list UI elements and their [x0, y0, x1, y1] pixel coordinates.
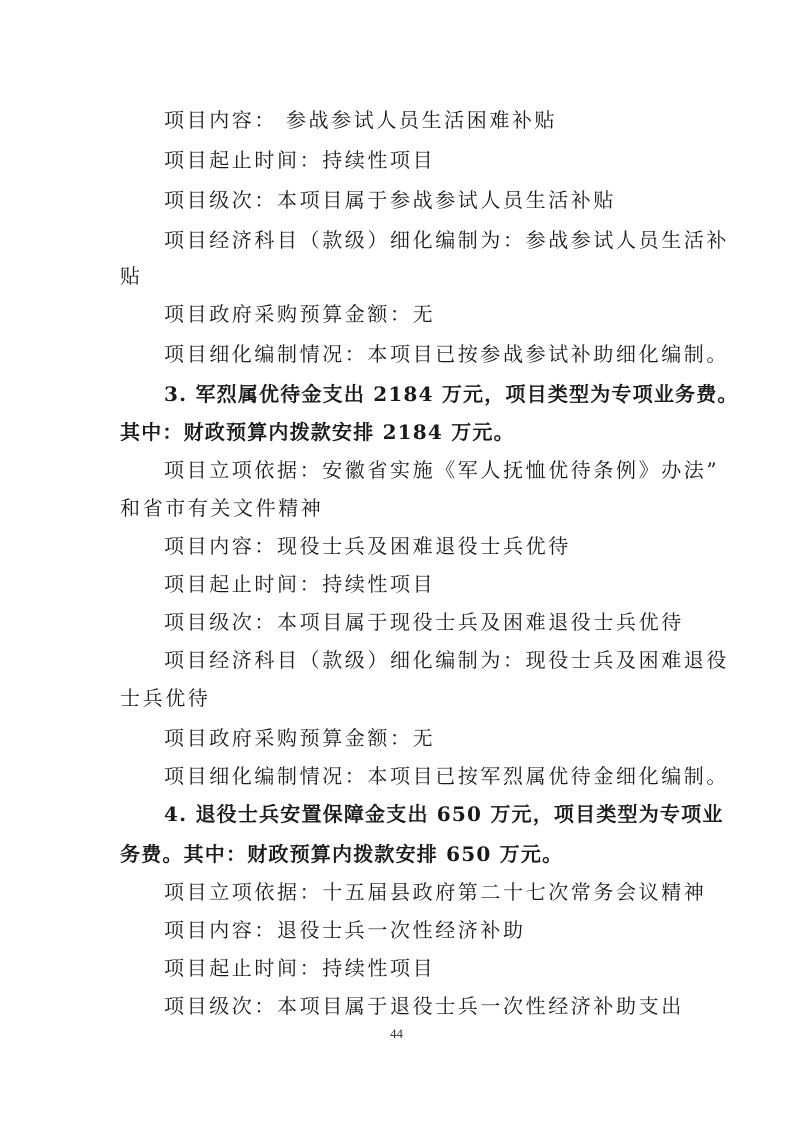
text-line-basis-2: 项目立项依据：安徽省实施《军人抚恤优待条例》办法”	[164, 458, 720, 482]
text-line-economic-subject-1-cont: 贴	[120, 264, 143, 288]
text-line-compilation-1: 项目细化编制情况：本项目已按参战参试补助细化编制。	[164, 342, 729, 366]
text-line-project-level-2: 项目级次：本项目属于现役士兵及困难退役士兵优待	[164, 610, 684, 634]
text-line-procurement-2: 项目政府采购预算金额：无	[164, 726, 436, 750]
text-line-economic-subject-1: 项目经济科目（款级）细化编制为：参战参试人员生活补	[164, 228, 729, 252]
section-heading-3-cont: 其中：财政预算内拨款安排 2184 万元。	[120, 420, 515, 444]
section-heading-4-cont: 务费。其中：财政预算内拨款安排 650 万元。	[120, 842, 564, 866]
page-number: 44	[390, 1026, 403, 1041]
text-line-project-period-3: 项目起止时间：持续性项目	[164, 956, 436, 980]
text-line-project-content-2: 项目内容：现役士兵及困难退役士兵优待	[164, 534, 571, 558]
text-line-economic-subject-2: 项目经济科目（款级）细化编制为：现役士兵及困难退役	[164, 648, 729, 672]
text-line-compilation-2: 项目细化编制情况：本项目已按军烈属优待金细化编制。	[164, 764, 729, 788]
text-line-project-level-3: 项目级次：本项目属于退役士兵一次性经济补助支出	[164, 994, 684, 1018]
text-line-project-content-3: 项目内容：退役士兵一次性经济补助	[164, 918, 526, 942]
text-line-project-level-1: 项目级次：本项目属于参战参试人员生活补贴	[164, 188, 616, 212]
section-heading-4: 4. 退役士兵安置保障金支出 650 万元，项目类型为专项业	[164, 802, 724, 826]
text-line-economic-subject-2-cont: 士兵优待	[120, 686, 211, 710]
text-line-project-content-1: 项目内容： 参战参试人员生活困难补贴	[164, 108, 558, 132]
text-line-project-period-2: 项目起止时间：持续性项目	[164, 572, 436, 596]
text-line-project-period-1: 项目起止时间：持续性项目	[164, 148, 436, 172]
text-line-basis-2-cont: 和省市有关文件精神	[120, 496, 324, 520]
text-line-procurement-1: 项目政府采购预算金额：无	[164, 302, 436, 326]
section-heading-3: 3. 军烈属优待金支出 2184 万元，项目类型为专项业务费。	[164, 382, 739, 406]
text-line-basis-3: 项目立项依据：十五届县政府第二十七次常务会议精神	[164, 880, 707, 904]
